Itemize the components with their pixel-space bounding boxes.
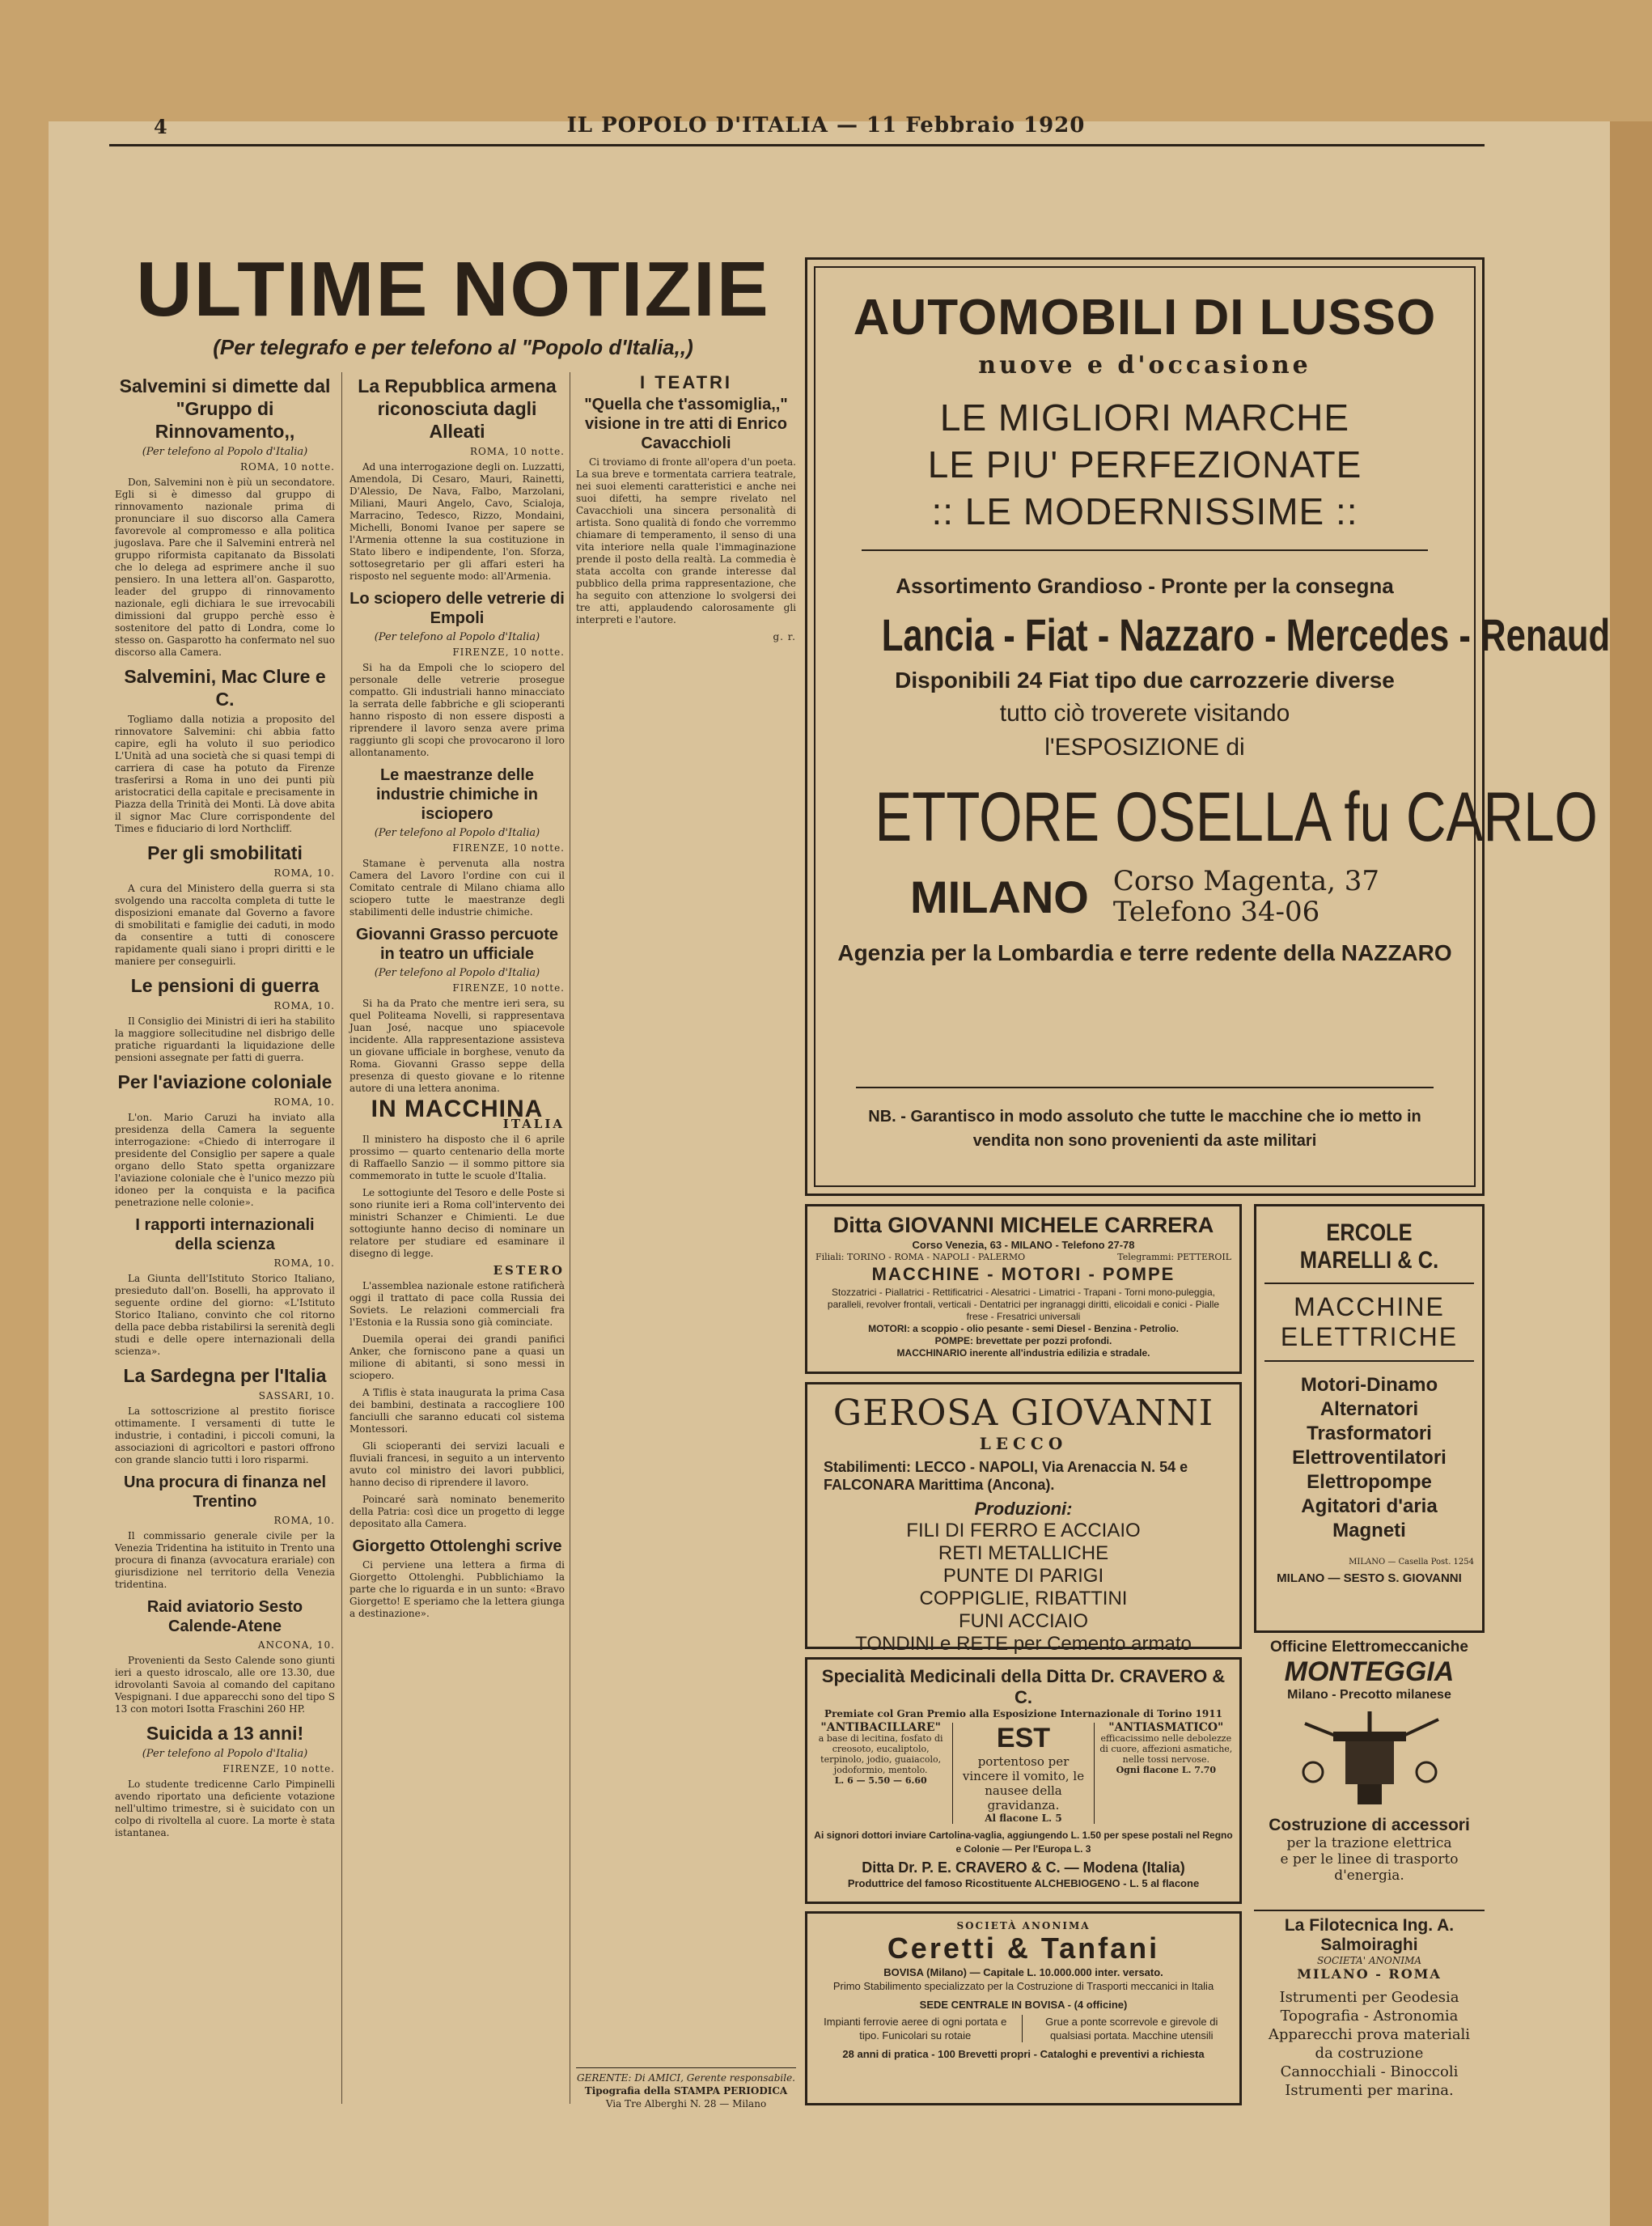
ad-line: MACCHINARIO inerente all'industria edilizia e stradale. xyxy=(896,1347,1150,1359)
product-desc: efficacissimo nelle debolezze di cuore, affezioni asmatiche, nelle tossi nervose. xyxy=(1099,1733,1233,1765)
article-body: Don, Salvemini non è più un secondatore. Egli si è dimesso dal gruppo di rinnovamento nazionale prima di pronunciare il suo discorso alla Camera favorevole al compromesso e alla politica jugoslava. Pare che il Salvemini entrerà nel gruppo riformista capitanato da Bissolati che lo delega ad esprimere anche il suo pensiero. In una lettera all'on. Gasparotto, leader del gruppo di rinnovamento nazionale, egli dichiara le sue irrevocabili dimissioni dal gruppo perchè esso è sostenitore del patto di Londra, come lo stesso on. Gasparotto ha confermato nel suo discorso alla Camera. xyxy=(115,477,335,658)
article-dateline: ROMA, 10 notte. xyxy=(469,446,565,457)
ad-small: MILANO — Casella Post. 1254 xyxy=(1349,1558,1474,1567)
ad-automobili xyxy=(805,257,1611,1196)
in-macchina-title: IN MACCHINA xyxy=(371,1096,544,1122)
ad-title: Ceretti & Tanfani xyxy=(887,1931,1160,1965)
article-dateline: FIRENZE, 10 notte. xyxy=(452,982,565,994)
article-title: I rapporti internazionali della scienza xyxy=(135,1216,315,1253)
article-dateline: ROMA, 10 notte. xyxy=(239,461,335,473)
ad-line: Assortimento Grandioso - Pronte per la consegna xyxy=(896,574,1394,598)
ad-carrera xyxy=(805,1204,1242,1374)
column-divider xyxy=(341,372,342,2104)
article-title: Giorgetto Ottolenghi scrive xyxy=(352,1537,562,1555)
article-dateline: SASSARI, 10. xyxy=(258,1390,335,1401)
ad-cravero xyxy=(805,1657,1242,1904)
ad-line: Ai signori dottori inviare Cartolina-vaglia, aggiungendo L. 1.50 per spese postali nel Regno e Colonie — Per l'Europa L. 3 xyxy=(814,1830,1233,1855)
ad-ceretti xyxy=(805,1911,1242,2105)
ad-line: Costruzione di accessori xyxy=(1269,1816,1470,1834)
news-item: Gli scioperanti dei servizi lacuali e fluviali francesi, in seguito a un intervento avuto col ministro dei lavori pubblici, hanno deciso di riprendere il lavoro. xyxy=(349,1440,565,1488)
article-byline: (Per telefono al Popolo d'Italia) xyxy=(374,967,540,979)
ad-agency: Agenzia per la Lombardia e terre redente della NAZZARO xyxy=(837,940,1452,965)
article-body: Togliamo dalla notizia a proposito del rinnovatore Salvemini: chi abbia fatto capire, egli ha voluto il suo periodico L'Unità ad una società che si quasi tempi di carriera di case ha potuto da Firenze trasferirsi a Roma in uno dei punti più aristocratici della capitale e precisamente in Piazza della Trinità dei Monti. Là dove abita il signor Mac Clure corrispondente del Times e fiduciario di lord Northcliff. xyxy=(115,714,335,834)
article-dateline: FIRENZE, 10 notte. xyxy=(452,647,565,658)
masthead: IL POPOLO D'ITALIA — 11 Febbraio 1920 xyxy=(566,113,1086,138)
ad-city: MILANO — SESTO S. GIOVANNI xyxy=(1277,1571,1462,1585)
article-signature: g. r. xyxy=(773,631,796,642)
ad-gerosa xyxy=(805,1382,1242,1655)
ad-line: LE MIGLIORI MARCHE xyxy=(939,396,1350,439)
ad-line: BOVISA (Milano) — Capitale L. 10.000.000 inter. versato. xyxy=(883,1966,1163,1978)
article-body: L'on. Mario Caruzi ha inviato alla presidenza della Camera la seguente interrogazione: «Chiedo di interrogare il presidente del Consiglio per sapere a quale organo dello Stato spetta organizzare l'aviazione coloniale che è l'unico mezzo più idoneo per la conquista e la pacifica penetrazione nelle colonie». xyxy=(115,1112,335,1208)
article-dateline: FIRENZE, 10 notte. xyxy=(222,1763,335,1774)
ad-products-row xyxy=(814,1723,1233,1824)
article-dateline: ANCONA, 10. xyxy=(257,1639,335,1651)
ad-subtitle: nuove e d'occasione xyxy=(978,351,1311,379)
column-2 xyxy=(349,368,565,2108)
ultime-notizie-subtitle: (Per telegrafo e per telefono al "Popolo d'Italia,,) xyxy=(213,335,693,359)
teatri-section: I TEATRI xyxy=(639,372,733,392)
article-byline: (Per telefono al Popolo d'Italia) xyxy=(374,827,540,839)
masthead-rule xyxy=(109,144,1485,146)
article-title: Suicida a 13 anni! xyxy=(146,1723,304,1744)
news-item: Duemila operai dei grandi panifici Anker, che forniscono pane a quasi un milione di abitanti, si sono messi in sciopero. xyxy=(349,1333,565,1381)
ad-line: :: LE MODERNISSIME :: xyxy=(931,490,1358,532)
article-dateline: ROMA, 10. xyxy=(273,1515,335,1526)
article-byline: (Per telefono al Popolo d'Italia) xyxy=(374,631,540,643)
colophon-printer: Tipografia della STAMPA PERIODICA xyxy=(584,2085,788,2097)
ad-rule xyxy=(856,1087,1434,1088)
ad-line: Istrumenti per Geodesia xyxy=(1279,1989,1459,2006)
ad-title: ERCOLE MARELLI & C. xyxy=(1299,1219,1439,1274)
ad-brands: Lancia - Fiat - Nazzaro - Mercedes - Renaud xyxy=(881,609,1611,660)
ad-line: Officine Elettromeccaniche xyxy=(1270,1639,1468,1656)
article-body: Lo studente tredicenne Carlo Pimpinelli avendo riportato una deficiente votazione nell'ultimo trimestre, si è suicidato con un colpo di rivoltella al cuore. La morte è stata istantanea. xyxy=(115,1779,335,1838)
section-subhead: ESTERO xyxy=(493,1263,565,1278)
ad-products: MACCHINE - MOTORI - POMPE xyxy=(871,1264,1175,1284)
ad-subtitle: SOCIETA' ANONIMA xyxy=(1316,1955,1422,1966)
article-title: Salvemini si dimette dal "Gruppo di Rinnovamento,, xyxy=(119,375,331,442)
news-item: Poincaré sarà nominato benemerito della Patria: così dice un progetto di legge depositato alla Camera. xyxy=(349,1494,565,1529)
article-title: Raid aviatorio Sesto Calende-Atene xyxy=(146,1598,303,1635)
ad-line: Topografia - Astronomia xyxy=(1280,2008,1459,2025)
article-dateline: ROMA, 10. xyxy=(273,867,335,879)
article-body: Si ha da Prato che mentre ieri sera, su quel Politeama Novelli, si rappresentava Juan José, nacque uno spiacevole incidente. Alla rappresentazione assisteva un giovane ufficiale in borghese, venuto da Roma. Giovanni Grasso seppe della presenza di questo giovane e lo ritenne autore di una lettera anonima. xyxy=(349,998,565,1094)
article-dateline: ROMA, 10. xyxy=(273,1257,335,1269)
article-title: Una procura di finanza nel Trentino xyxy=(123,1473,327,1511)
ad-company-name: ETTORE OSELLA fu CARLO xyxy=(875,778,1598,856)
ad-product: PUNTE DI PARIGI xyxy=(942,1565,1104,1587)
product-name: "ANTIBACILLARE" xyxy=(820,1721,941,1734)
ad-product: Magneti xyxy=(1332,1520,1406,1541)
ad-line: Produttrice del famoso Ricostituente ALCHEBIOGENO - L. 5 al flacone xyxy=(847,1877,1200,1889)
ad-line: 28 anni di pratica - 100 Brevetti propri - Cataloghi e preventivi a richiesta xyxy=(842,2048,1205,2060)
ad-top: SOCIETÀ ANONIMA xyxy=(956,1920,1091,1931)
ad-inner-border xyxy=(814,266,1611,1187)
ad-line: tutto ciò troverete visitando xyxy=(999,700,1290,727)
ad-line: SEDE CENTRALE IN BOVISA - (4 officine) xyxy=(919,1999,1128,2011)
ad-product-col xyxy=(952,1723,1094,1824)
page-number: 4 xyxy=(154,115,167,138)
ad-line: Cannocchiali - Binoccoli xyxy=(1280,2063,1459,2080)
ad-line: Ditta Dr. P. E. CRAVERO & C. — Modena (Italia) xyxy=(862,1859,1185,1876)
ad-city: Milano - Precotto milanese xyxy=(1287,1688,1451,1702)
ad-lines xyxy=(1254,1988,1485,2100)
news-item: L'assemblea nazionale estone ratificherà oggi il trattato di pace colla Russia dei Soviets. Le relazioni commerciali fra l'Estonia e la Russia sono già cominciate. xyxy=(349,1280,565,1328)
article-body: Il Consiglio dei Ministri di ieri ha stabilito la maggiore sollecitudine nel disbrigo delle pratiche riguardanti la liquidazione delle pensioni assegnate per fatti di guerra. xyxy=(115,1015,335,1063)
ad-products-list xyxy=(1264,1373,1474,1543)
ad-award: Premiate col Gran Premio alla Esposizione Internazionale di Torino 1911 xyxy=(824,1708,1222,1719)
news-item: A Tiflis è stata inaugurata la prima Casa dei bambini, destinata a raccogliere 100 fanciulli che saranno educati col sistema Montessori. xyxy=(349,1387,565,1435)
ad-line: POMPE: brevettate per pozzi profondi. xyxy=(934,1335,1112,1346)
product-desc: portentoso per vincere il vomito, le nausee della gravidanza. xyxy=(962,1754,1085,1813)
product-price: L. 6 — 5.50 — 6.60 xyxy=(834,1775,927,1786)
article-title: Le pensioni di guerra xyxy=(130,975,320,996)
ad-line: LE PIU' PERFEZIONATE xyxy=(927,443,1362,485)
ad-services-row xyxy=(814,2015,1233,2042)
ad-product: Trasformatori xyxy=(1307,1423,1432,1444)
colophon-address: Via Tre Alberghi N. 28 — Milano xyxy=(605,2098,767,2109)
ad-title: La Filotecnica Ing. A. Salmoiraghi xyxy=(1254,1910,1485,1955)
ad-line: l'ESPOSIZIONE di xyxy=(1044,734,1245,761)
product-name: EST xyxy=(996,1723,1051,1753)
colophon-rule xyxy=(576,2067,796,2068)
ad-phone: Telefono 34-06 xyxy=(1112,896,1320,928)
article-title: Per l'aviazione coloniale xyxy=(117,1071,333,1092)
article-title: Salvemini, Mac Clure e C. xyxy=(124,666,326,710)
article-body: A cura del Ministero della guerra si sta svolgendo una raccolta completa di tutte le disposizioni emanate dal Governo a favore di smobilitati e famiglie dei caduti, in modo da consentire a tutti di conoscere rapidamente quali siano i propri diritti e le maniere per conseguirli. xyxy=(115,883,335,967)
ad-product: FILI DI FERRO E ACCIAIO xyxy=(906,1520,1141,1541)
article-byline: (Per telefono al Popolo d'Italia) xyxy=(142,1748,308,1760)
ad-branches: Filiali: TORINO - ROMA - NAPOLI - PALERMO xyxy=(815,1252,1026,1262)
ad-stabilimenti: Stabilimenti: LECCO - NAPOLI, Via Arenaccia N. 54 e FALCONARA Marittima (Ancona). xyxy=(824,1459,1188,1493)
ad-product: Motori-Dinamo xyxy=(1300,1374,1438,1396)
column-3 xyxy=(576,368,796,2108)
ad-product: TONDINI e RETE per Cemento armato xyxy=(855,1633,1192,1655)
article-body: Ci troviamo di fronte all'opera d'un poeta. La sua breve e tormentata carriera teatrale, nei suoi elementi caratteristici e anche nei suoi difetti, ha sempre rivelato nel Cavacchioli una sincera personalità di artista. Sono qualità di fondo che vorremmo chiamare di temperamento, il senso di una vita interiore nella quale l'immaginazione prende il posto della realtà. La commedia è stata accolta con grande interesse dal pubblico della prima rappresentazione, che ha seguito con attenzione lo svolgersi dei tre atti, applaudendo calorosamente gli interpreti e l'autore. xyxy=(576,456,796,625)
ad-line: per la trazione elettrica xyxy=(1286,1835,1452,1851)
product-desc: a base di lecitina, fosfato di creosoto, eucaliptolo, terpinolo, jodio, guaiacolo, jodoformio, mentolo. xyxy=(818,1733,943,1775)
ad-product: Alternatori xyxy=(1319,1398,1419,1420)
ad-line: Apparecchi prova materiali xyxy=(1268,2026,1471,2043)
ad-line: da costruzione xyxy=(1315,2045,1424,2062)
product-name: "ANTIASMATICO" xyxy=(1108,1721,1224,1734)
ad-address: Corso Magenta, 37 xyxy=(1112,865,1379,897)
ad-monteggia xyxy=(1254,1639,1485,1906)
product-price: Al flacone L. 5 xyxy=(985,1813,1062,1824)
ad-city: MILANO xyxy=(909,871,1089,922)
ad-service: Impianti ferrovie aeree di ogni portata e tipo. Funicolari su rotaie xyxy=(814,2015,1023,2042)
ad-product: RETI METALLICHE xyxy=(938,1542,1109,1564)
ad-product: Elettroventilatori xyxy=(1292,1447,1447,1469)
ad-line: e per le linee di trasporto xyxy=(1280,1851,1459,1868)
ad-service: Grue a ponte scorrevole e girevole di qualsiasi portata. Macchine utensili xyxy=(1045,2016,1218,2042)
ad-title: GEROSA GIOVANNI xyxy=(832,1393,1214,1434)
product-price: Ogni flacone L. 7.70 xyxy=(1116,1765,1217,1775)
ad-line: ELETTRICHE xyxy=(1280,1322,1459,1351)
ad-note: NB. - Garantisco in modo assoluto che tutte le macchine che io metto in vendita non sono provenienti da aste militari xyxy=(868,1108,1421,1150)
ad-line: d'energia. xyxy=(1334,1868,1404,1884)
article-title: Le maestranze delle industrie chimiche in isciopero xyxy=(375,766,539,823)
article-title: Giovanni Grasso percuote in teatro un ufficiale xyxy=(355,926,559,963)
ad-filotecnica xyxy=(1254,1910,1485,2177)
ad-product: FUNI ACCIAIO xyxy=(958,1610,1089,1632)
ad-address: Corso Venezia, 63 - MILANO - Telefono 27-78 xyxy=(912,1239,1135,1251)
ad-product: COPPIGLIE, RIBATTINI xyxy=(919,1588,1128,1609)
colophon-gerente: GERENTE: Di AMICI, Gerente responsabile. xyxy=(577,2072,795,2084)
article-title: La Repubblica armena riconosciuta dagli Alleati xyxy=(358,375,557,442)
article-body: Provenienti da Sesto Calende sono giunti ieri a questo idroscalo, alle ore 13.30, due idrovolanti Savoia al comando del capitano Vespignani. I due apparecchi sono del tipo S 13 con motori Isotta Fraschini 260 HP. xyxy=(115,1655,335,1715)
electric-insulator-icon xyxy=(1289,1707,1451,1813)
section-subhead: ITALIA xyxy=(502,1117,565,1131)
article-body: La Giunta dell'Istituto Storico Italiano, presieduto dall'on. Boselli, ha approvato il seguente ordine del giorno: «L'Istituto Storico Italiano, convinto che col ritorno della pace debba ristabilirsi la serenità degli studi e delle opere internazionali della scienza». xyxy=(115,1273,335,1357)
article-dateline: ROMA, 10. xyxy=(273,1096,335,1108)
article-body: Si ha da Empoli che lo sciopero del personale delle vetrerie prosegue compatto. Gli industriali hanno minacciato la serrata delle fabbriche e gli scioperanti hanno risposto di non essere disposti a riprendere il lavoro senza avere prima raggiunto gli scopi che provocarono il loro allontanamento. xyxy=(349,662,565,758)
ad-title: Ditta GIOVANNI MICHELE CARRERA xyxy=(832,1213,1214,1237)
article-title: La Sardegna per l'Italia xyxy=(123,1365,327,1386)
adjacent-page-edge xyxy=(1610,121,1652,2226)
ad-produzioni-label: Produzioni: xyxy=(974,1499,1073,1519)
ad-telegram: Telegrammi: PETTEROIL xyxy=(1117,1252,1231,1262)
article-dateline: FIRENZE, 10 notte. xyxy=(452,842,565,854)
ad-product-col xyxy=(1099,1723,1233,1824)
ad-line: Disponibili 24 Fiat tipo due carrozzerie diverse xyxy=(895,668,1395,693)
article-title: "Quella che t'assomiglia,," visione in tre atti di Enrico Cavacchioli xyxy=(584,396,788,452)
ad-rule xyxy=(1264,1283,1474,1284)
article-body: La sottoscrizione al prestito fiorisce ottimamente. I versamenti di tutte le industrie, i contadini, i piccoli comuni, la associazioni di agricoltori e pastori offrono con grande slancio tutti i loro risparmi. xyxy=(115,1406,335,1465)
ultime-notizie-title: ULTIME NOTIZIE xyxy=(136,246,770,333)
ad-title: AUTOMOBILI DI LUSSO xyxy=(853,290,1437,346)
ad-line: Istrumenti per marina. xyxy=(1285,2082,1454,2099)
article-body: Il commissario generale civile per la Venezia Tridentina ha istituito in Trento una procura di finanza (avvocatura erariale) con giurisdizione nel territorio della Venezia tridentina. xyxy=(115,1530,335,1590)
ad-title: Specialità Medicinali della Ditta Dr. CRAVERO & C. xyxy=(821,1666,1226,1707)
article-byline: (Per telefono al Popolo d'Italia) xyxy=(142,446,308,458)
column-1 xyxy=(115,368,335,2108)
ad-product: Elettropompe xyxy=(1307,1471,1432,1493)
ad-subtitle: LECCO xyxy=(979,1434,1068,1453)
article-title: Per gli smobilitati xyxy=(147,842,303,863)
ad-line: Stozzatrici - Piallatrici - Rettificatrici - Alesatrici - Limatrici - Trapani - Torni mono-puleggia, paralleli, revolver frontali, verticali - Dentatrici per ingranaggi diritti, elicoidali e conici - Pialle frese - Fresatrici universali xyxy=(827,1287,1220,1322)
news-item: Le sottogiunte del Tesoro e delle Poste si sono riunite ieri a Roma coll'intervento dei ministri Schanzer e Chimienti. Le due sottogiunte hanno deciso di nominare un relatore per studiare ed esaminare il disegno di legge. xyxy=(349,1187,565,1259)
ad-marelli xyxy=(1254,1204,1485,1633)
ad-product: Agitatori d'aria xyxy=(1301,1495,1438,1517)
colophon xyxy=(576,2067,796,2110)
article-dateline: ROMA, 10. xyxy=(273,1000,335,1011)
ad-line: MACCHINE xyxy=(1294,1292,1445,1321)
article-title: Lo sciopero delle vetrerie di Empoli xyxy=(349,590,565,627)
ad-city: MILANO - ROMA xyxy=(1297,1966,1442,1982)
ad-info-row xyxy=(815,1252,1231,1262)
article-body: Ad una interrogazione degli on. Luzzatti, Amendola, Di Cesaro, Mauri, Rainetti, D'Alessio, De Nava, Falbo, Marzolani, Miliani, Mauri Angelo, Cavo, Scialoja, Marracino, Tedesco, Rizzo, Mondaini, Michelli, Bonomi Ivanoe per sapere se l'Armenia ottenne la sua costituzione in Stato libero e indipendente, l'on. Sforza, sottosegretario per gli affari esteri ha risposto nel seguente modo: all'Armenia. xyxy=(349,461,565,582)
article-body: Stamane è pervenuta alla nostra Camera del Lavoro l'ordine con cui il Comitato centrale di Milano chiama allo sciopero tutte le maestranze degli stabilimenti delle industrie chimiche. xyxy=(349,858,565,918)
ad-products xyxy=(815,1520,1231,1656)
article-body: Ci perviene una lettera a firma di Giorgetto Ottolenghi. Pubblichiamo la parte che lo riguarda e in un sunto: «Bravo Giorgetto! E speriamo che la lettera giunga a destinazione». xyxy=(349,1559,565,1619)
ad-product-col xyxy=(814,1723,947,1824)
news-item: Il ministero ha disposto che il 6 aprile prossimo — quarto centenario della morte di Raffaello Sanzio — il sommo pittore sia commemorato in tutte le scuole d'Italia. xyxy=(349,1134,565,1181)
ad-title: MONTEGGIA xyxy=(1284,1656,1455,1687)
ad-line: Primo Stabilimento specializzato per la Costruzione di Trasporti meccanici in Italia xyxy=(832,1980,1214,1992)
ad-line: MOTORI: a scoppio - olio pesante - semi Diesel - Benzina - Petrolio. xyxy=(868,1323,1179,1334)
ad-rule xyxy=(1264,1360,1474,1362)
